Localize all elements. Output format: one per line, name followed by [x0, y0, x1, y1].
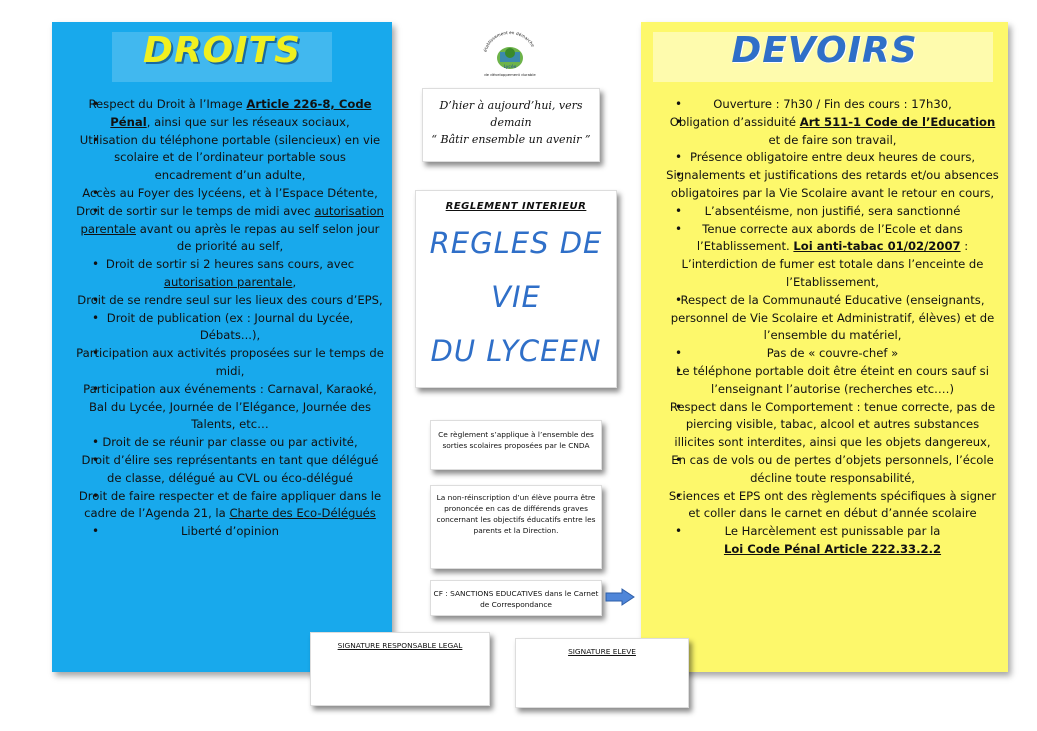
devoirs-item	[649, 345, 1000, 363]
devoirs-item	[649, 149, 1000, 167]
item-text: Droit de faire respecter et de faire appliquer dans le cadre de l’Agenda 21, la	[78, 488, 382, 521]
legal-reference: Art 511-1 Code de l’Education	[799, 114, 996, 129]
item-text: Respect dans le Comportement : tenue correcte, pas de piercing visible, tabac, alcool et autres substances illicites sont interdites, ainsi que les objets dangereux,	[669, 399, 996, 450]
item-text: Sciences et EPS ont des règlements spécifiques à signer et coller dans le carnet en début d’année scolaire	[668, 488, 997, 521]
droits-item	[60, 345, 384, 381]
school-logo	[478, 30, 542, 80]
item-text: Liberté d’opinion	[180, 524, 280, 539]
item-text: Obligation d’assiduité	[669, 114, 800, 129]
motto-box	[422, 88, 600, 162]
item-text: Droit de se réunir par classe ou par activité,	[102, 435, 358, 450]
signature-student-label: SIGNATURE ELEVE	[568, 647, 636, 656]
devoirs-item	[649, 488, 1000, 524]
legal-reference: autorisation parentale	[80, 203, 384, 236]
note-scope	[430, 420, 602, 470]
legal-reference: Article 226-8, Code Pénal	[110, 97, 372, 129]
droits-item	[60, 292, 384, 310]
droits-item	[60, 452, 384, 488]
droits-item	[60, 96, 384, 132]
rules-line-1: REGLES DE	[429, 226, 603, 260]
item-text: Participation aux activités proposées sur le temps de midi,	[76, 346, 384, 378]
droits-list	[60, 96, 384, 541]
devoirs-panel	[641, 22, 1008, 672]
item-text: Droit de publication (ex : Journal du Lycée, Débats...),	[106, 310, 354, 343]
devoirs-title: DEVOIRS	[731, 30, 918, 71]
item-text: Droit de sortir si 2 heures sans cours, avec	[105, 257, 355, 272]
droits-item	[60, 381, 384, 434]
devoirs-item	[649, 114, 1000, 150]
droits-item	[60, 310, 384, 346]
devoirs-item	[649, 452, 1000, 488]
item-text: Tenue correcte aux abords de l’Ecole et dans l’Etablissement.	[696, 221, 963, 254]
logo-bottom-text: de développement durable	[484, 72, 536, 77]
item-text: Présence obligatoire entre deux heures de cours,	[689, 150, 976, 165]
item-text: Le Harcèlement est punissable par la	[724, 524, 941, 539]
note-reinscription	[430, 485, 602, 569]
devoirs-list	[649, 96, 1000, 559]
devoirs-item	[649, 399, 1000, 452]
signature-legal-label: SIGNATURE RESPONSABLE LEGAL	[337, 641, 463, 650]
devoirs-item	[649, 221, 1000, 292]
legal-reference: Charte des Eco-Délégués	[229, 506, 376, 521]
droits-item	[60, 203, 384, 256]
legal-reference: Loi anti-tabac 01/02/2007	[793, 239, 961, 254]
rules-box	[415, 190, 617, 388]
droits-title: DROITS	[142, 30, 302, 71]
item-text: En cas de vols ou de pertes d’objets personnels, l’école décline toute responsabilité,	[671, 452, 994, 485]
item-text: Le téléphone portable doit être éteint en cours sauf si l’enseignant l’autorise (recherches etc.…)	[676, 363, 989, 396]
legal-reference: autorisation parentale	[163, 274, 293, 289]
item-text: ,	[292, 274, 297, 289]
droits-panel	[52, 22, 392, 672]
devoirs-item	[649, 541, 1000, 559]
droits-item	[60, 523, 384, 541]
signature-legal-box[interactable]	[310, 632, 490, 706]
item-text: : L’interdiction de fumer est totale dans l’enceinte de l’Etablissement,	[681, 239, 984, 289]
item-text: Respect de la Communauté Educative (enseignants, personnel de Vie Scolaire et Administratif, élèves) et de l’ensemble du matériel,	[670, 292, 995, 343]
item-text: Droit de se rendre seul sur les lieux des cours d’EPS,	[77, 292, 383, 307]
droits-item	[60, 132, 384, 185]
item-text: Utilisation du téléphone portable (silencieux) en vie scolaire et de l’ordinateur portable sous encadrement d’un adulte,	[79, 132, 381, 183]
logo-top-text: établissement en démarche	[482, 30, 536, 53]
devoirs-item	[649, 363, 1000, 399]
item-text: , ainsi que sur les réseaux sociaux,	[146, 114, 350, 129]
droits-item	[60, 185, 384, 203]
rules-subtitle: REGLEMENT INTERIEUR	[445, 201, 587, 212]
devoirs-item	[649, 523, 1000, 541]
item-text: Droit de sortir sur le temps de midi avec	[76, 203, 315, 218]
droits-item	[60, 488, 384, 524]
item-text: et de faire son travail,	[768, 132, 897, 147]
item-text: avant ou après le repas au self selon jour de priorité au self,	[136, 221, 380, 254]
item-text: Droit d’élire ses représentants en tant que délégué de classe, délégué au CVL ou éco-délégué	[81, 452, 379, 485]
item-text: Respect du Droit à l’Image	[88, 97, 247, 111]
item-text: Pas de « couvre-chef »	[766, 346, 899, 361]
devoirs-item	[649, 167, 1000, 203]
rules-line-2: VIE	[491, 280, 541, 314]
motto-line-2: “ Bâtir ensemble un avenir ”	[431, 133, 591, 146]
note-scope-text: Ce règlement s’applique à l’ensemble des sorties scolaires proposées par le CNDA	[438, 430, 594, 450]
droits-item	[60, 256, 384, 292]
motto-line-1: D’hier à aujourd’hui, vers demain	[439, 99, 583, 129]
note-sanctions	[430, 580, 602, 616]
arrow-right-icon	[605, 588, 635, 606]
note-sanctions-text: CF : SANCTIONS EDUCATIVES dans le Carnet de Correspondance	[433, 589, 599, 609]
devoirs-item	[649, 96, 1000, 114]
signature-student-box[interactable]	[515, 638, 689, 708]
devoirs-item	[649, 292, 1000, 345]
droits-item	[60, 434, 384, 452]
legal-reference: Loi Code Pénal Article 222.33.2.2	[723, 541, 942, 556]
devoirs-item	[649, 203, 1000, 221]
item-text: Participation aux événements : Carnaval, Karaoké, Bal du Lycée, Journée de l’Elégance, Journée des Talents, etc…	[83, 381, 377, 432]
item-text: Signalements et justifications des retards et/ou absences obligatoires par la Vie Scolaire avant le retour en cours,	[666, 168, 999, 200]
logo-center-text: Lycée	[503, 65, 517, 70]
rules-line-3: DU LYCEEN	[430, 334, 602, 368]
item-text: L’absentéisme, non justifié, sera sanctionné	[704, 203, 961, 218]
item-text: Accès au Foyer des lycéens, et à l’Espace Détente,	[82, 185, 378, 200]
note-reinscription-text: La non-réinscription d’un élève pourra être prononcée en cas de différends graves concernant les objectifs éducatifs entre les parents et la Direction.	[436, 493, 596, 535]
item-text: Ouverture : 7h30 / Fin des cours : 17h30,	[713, 97, 952, 111]
